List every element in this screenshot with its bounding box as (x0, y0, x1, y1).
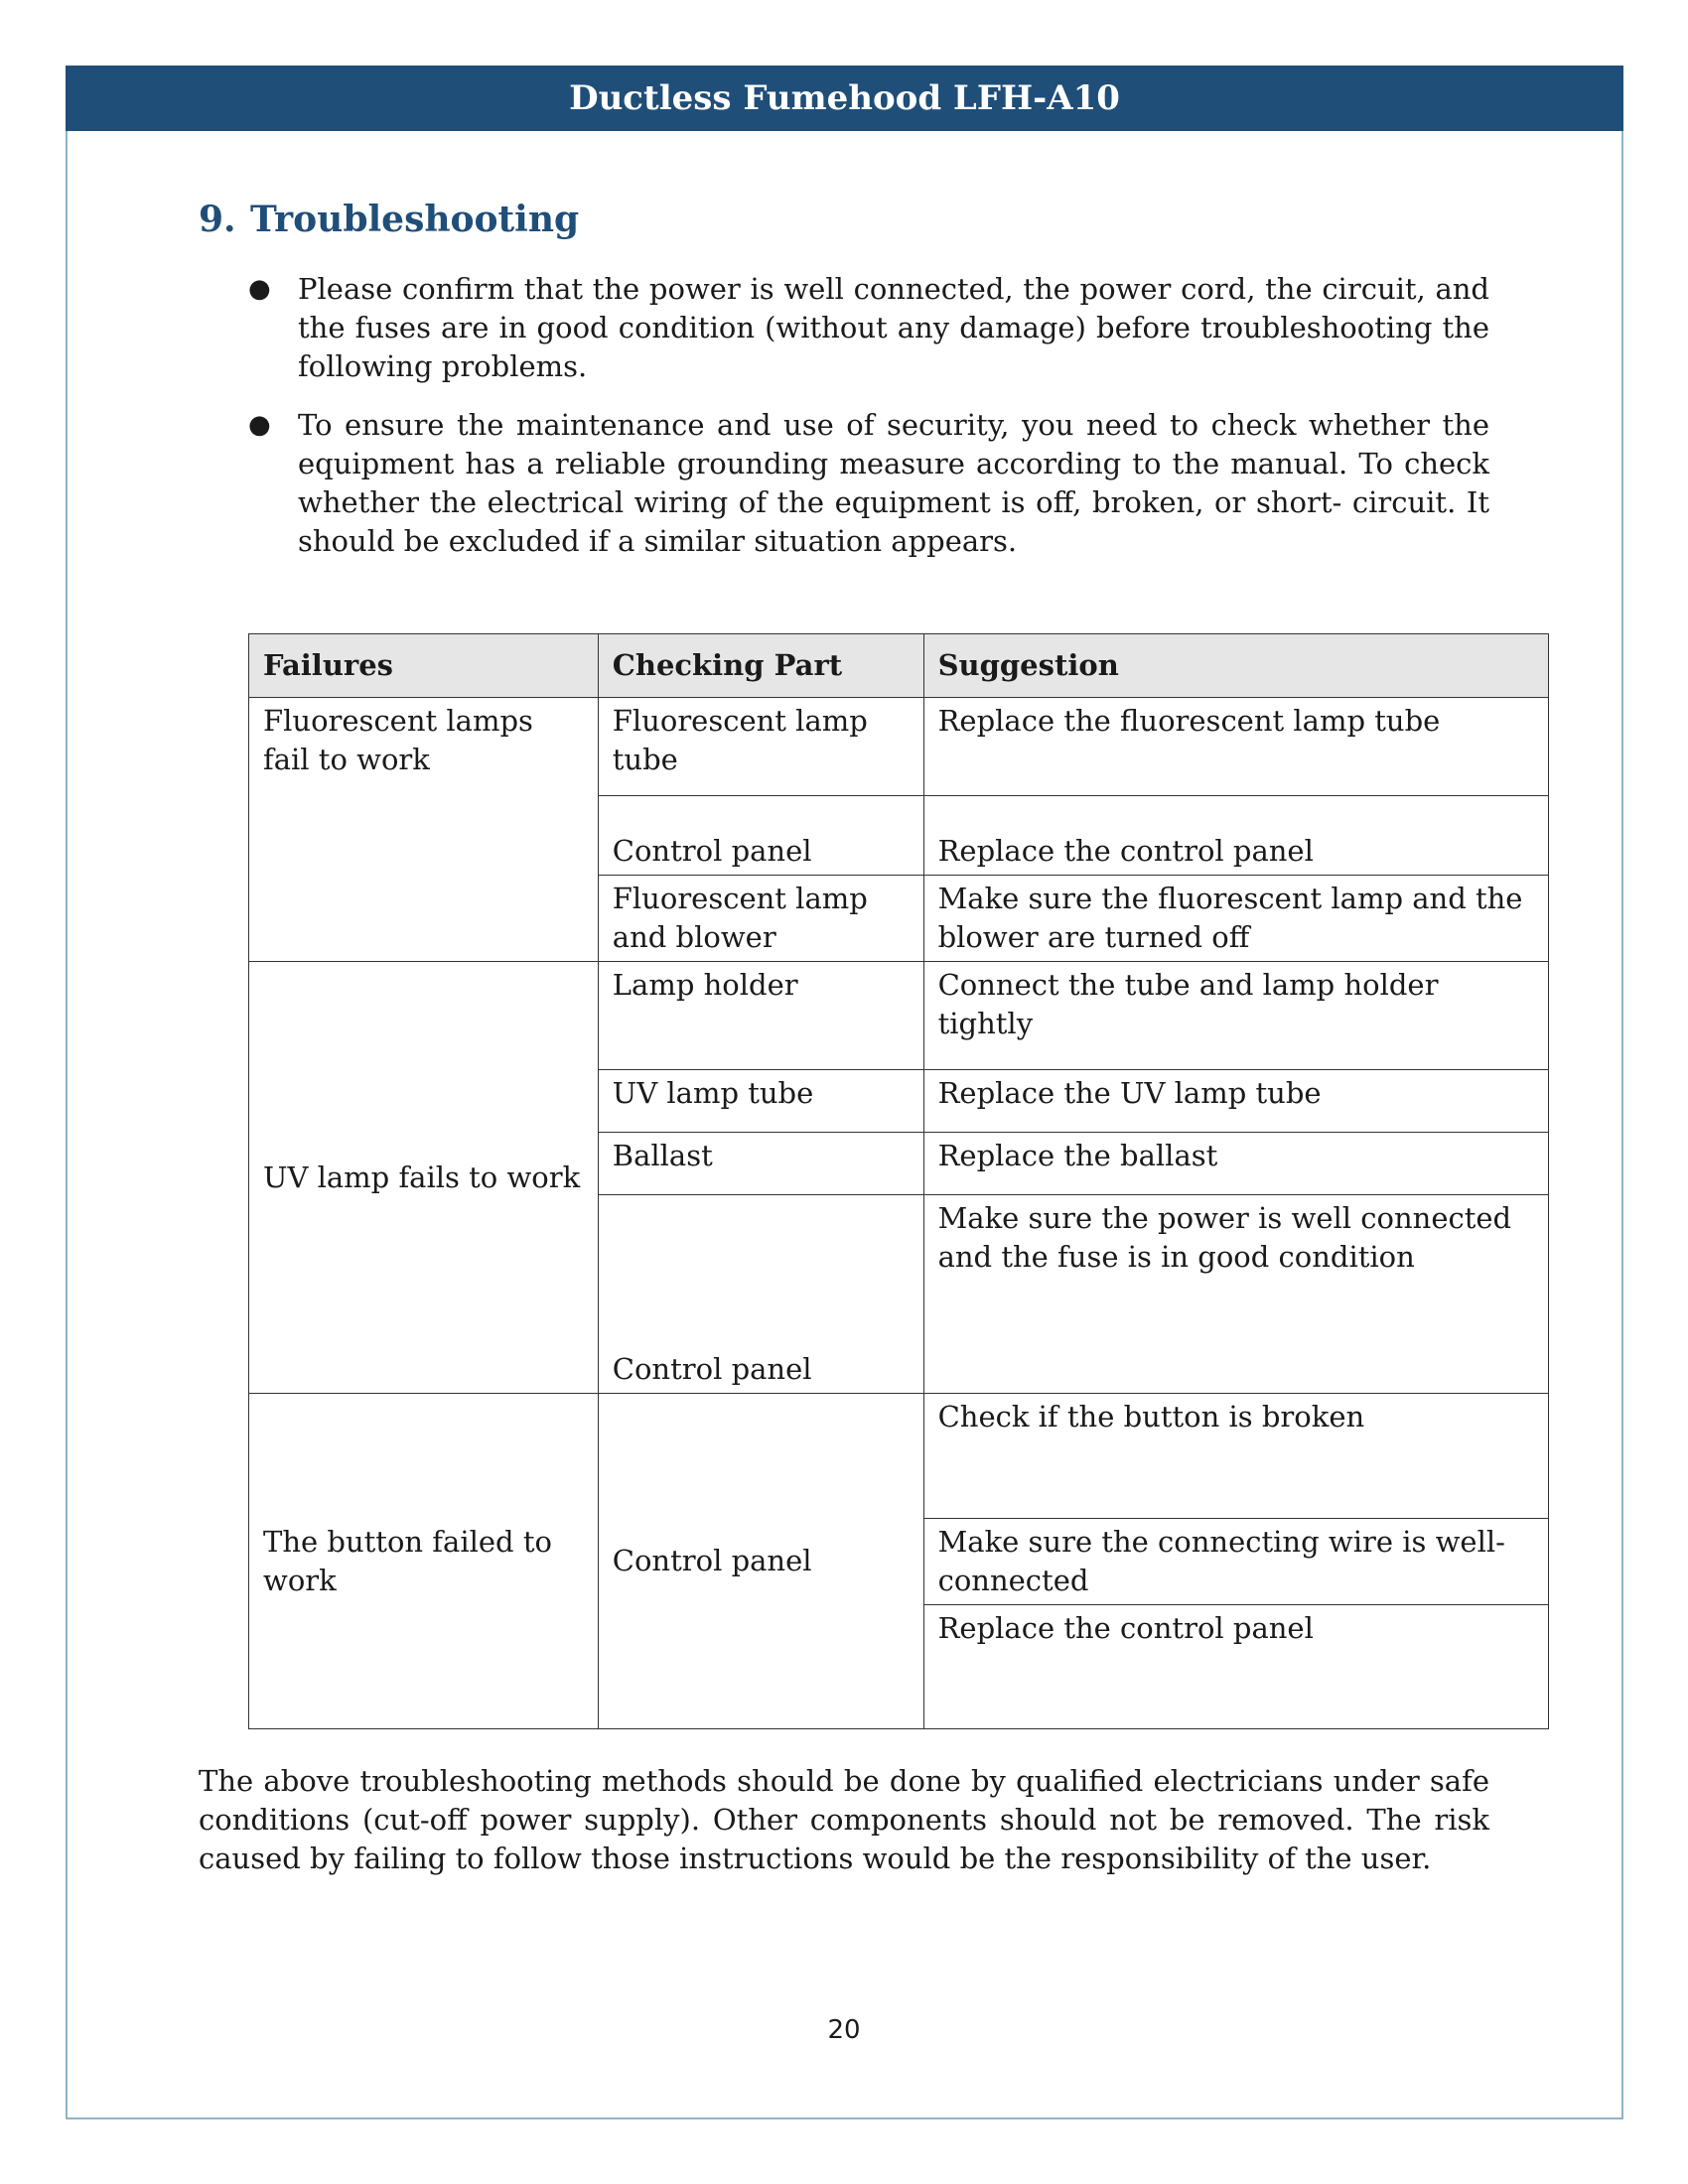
table-row (249, 698, 1549, 796)
checking-part-cell: Fluorescent lamp and blower (598, 876, 923, 962)
failure-cell: Fluorescent lamps fail to work (249, 698, 599, 962)
failure-cell: The button failed to work (249, 1394, 599, 1729)
suggestion-cell: Replace the fluorescent lamp tube (923, 698, 1548, 796)
page-number: 20 (827, 2015, 861, 2045)
checking-part-cell: Lamp holder (598, 962, 923, 1070)
header-failures: Failures (249, 634, 599, 698)
suggestion-cell: Make sure the connecting wire is well-connected (923, 1519, 1548, 1605)
checking-part-cell: Control panel (598, 1195, 923, 1394)
header-suggestion: Suggestion (923, 634, 1548, 698)
suggestion-cell: Check if the button is broken (923, 1394, 1548, 1519)
bullet-text: Please confirm that the power is well connected, the power cord, the circuit, and the fuses are in good condition (without any damage) before troubleshooting the following problems. (298, 272, 1489, 383)
table-row (249, 962, 1549, 1070)
suggestion-cell: Replace the ballast (923, 1133, 1548, 1195)
bullet-item (248, 270, 1489, 386)
document-header (66, 66, 1623, 131)
bullet-text: To ensure the maintenance and use of security, you need to check whether the equipment has a reliable grounding measure according to the manual. To check whether the electrical wiring of the equipment is off, broken, or short- circuit. It should be excluded if a similar situation appears. (298, 408, 1489, 558)
footer-note: The above troubleshooting methods should be done by qualified electricians under safe conditions (cut-off power supply). Other components should not be removed. The risk caused by failing to follow those instructions would be the responsibility of the user. (199, 1764, 1489, 1875)
section-heading (199, 199, 579, 240)
suggestion-cell: Replace the control panel (923, 796, 1548, 876)
checking-part-cell: Ballast (598, 1133, 923, 1195)
checking-part-cell: Fluorescent lamp tube (598, 698, 923, 796)
bullet-dot-icon: ● (248, 274, 271, 304)
section-number: 9. (199, 199, 236, 240)
bullet-list (248, 270, 1489, 581)
troubleshooting-table (248, 633, 1549, 1729)
suggestion-cell: Replace the UV lamp tube (923, 1070, 1548, 1133)
suggestion-cell: Make sure the power is well connected and the fuse is in good condition (923, 1195, 1548, 1394)
header-checking-part: Checking Part (598, 634, 923, 698)
section-title: Troubleshooting (250, 199, 580, 240)
failure-cell: UV lamp fails to work (249, 962, 599, 1394)
bullet-dot-icon: ● (248, 410, 271, 440)
bullet-item (248, 406, 1489, 561)
table-header-row (249, 634, 1549, 698)
checking-part-cell: Control panel (598, 1394, 923, 1729)
checking-part-cell: Control panel (598, 796, 923, 876)
suggestion-cell: Make sure the fluorescent lamp and the blower are turned off (923, 876, 1548, 962)
suggestion-cell: Connect the tube and lamp holder tightly (923, 962, 1548, 1070)
suggestion-cell: Replace the control panel (923, 1605, 1548, 1729)
checking-part-cell: UV lamp tube (598, 1070, 923, 1133)
table-row (249, 1394, 1549, 1519)
document-title: Ductless Fumehood LFH-A10 (569, 78, 1120, 118)
